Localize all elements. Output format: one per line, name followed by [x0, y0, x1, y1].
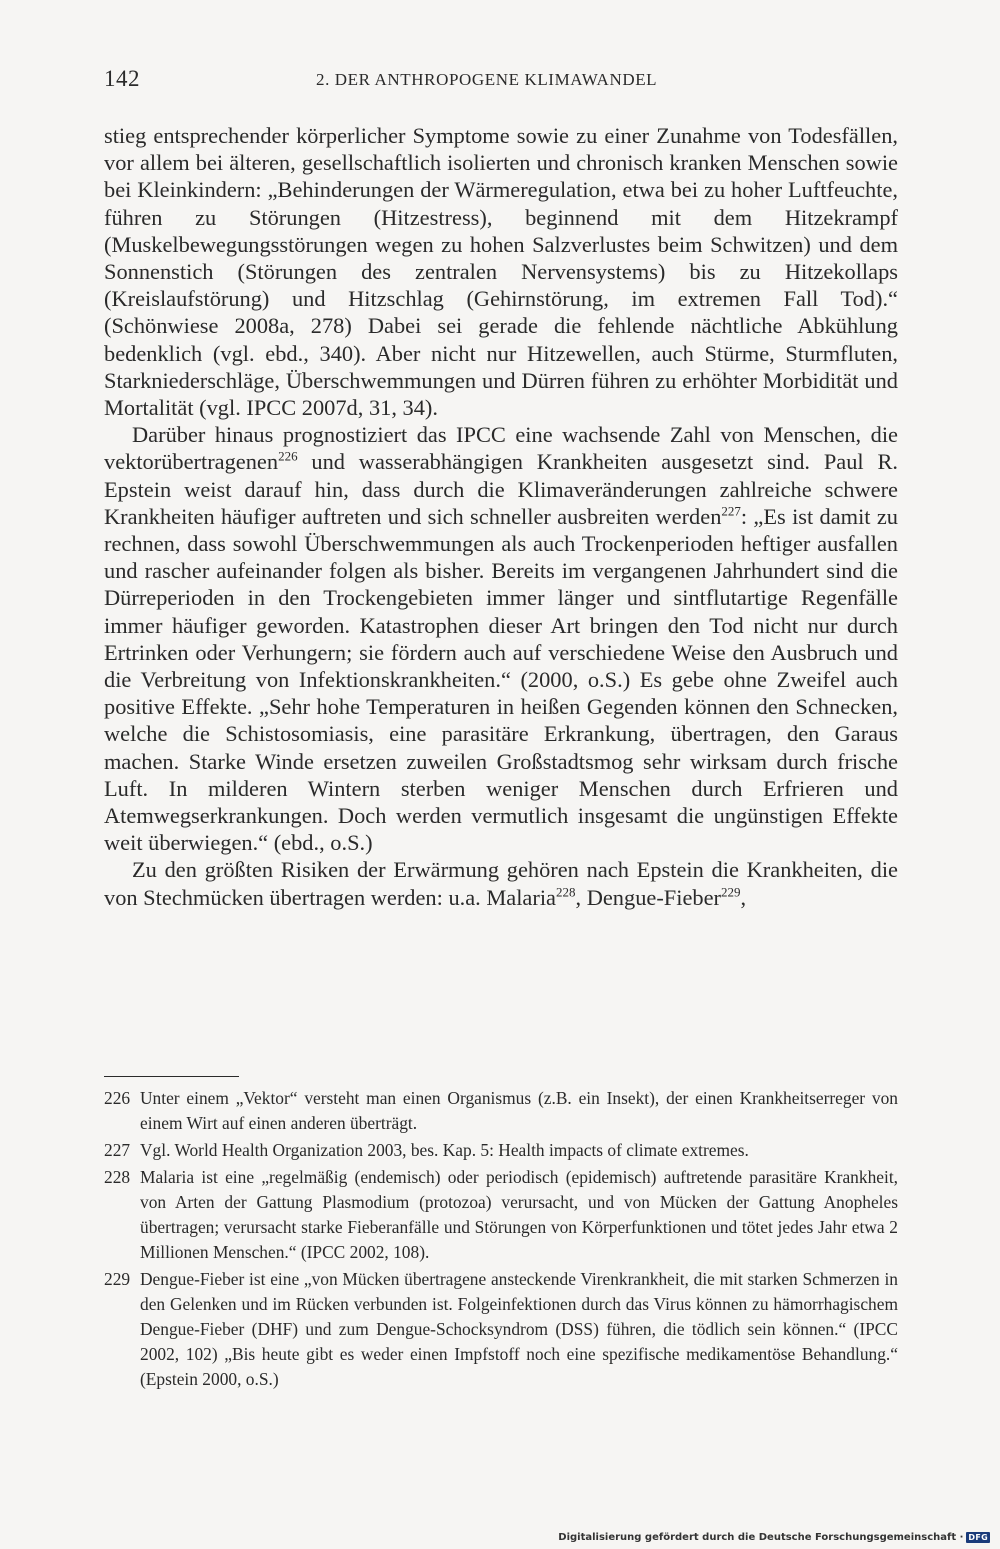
footnote-text: Dengue-Fieber ist eine „von Mücken übertragene ansteckende Virenkrankheit, die mit starken Schmerzen in den Gelenken und im Rücken verbunden ist. Folgeinfektionen durch das Virus können zu hämorrhagischem Dengue-Fieber (DHF) und zum Dengue-Schocksyndrom (DSS) führen, die tödlich sein können.“ (IPCC 2002, 102) „Bis heute gibt es weder einen Impfstoff noch eine spezifische medikamentöse Behandlung.“ (Epstein 2000, o.S.): [140, 1269, 898, 1389]
paragraph-2-part-c: : „Es ist damit zu rechnen, dass sowohl Überschwemmungen als auch Trockenperioden heftiger ausfallen und rascher aufeinander folgen als bisher. Bereits im vergangenen Jahrhundert sind die Dürreperioden in den Trockengebieten immer länger und sintflutartige Regenfälle immer häufiger geworden. Katastrophen dieser Art bringen den Tod nicht nur durch Ertrinken oder Verhungern; sie fördern auch auf verschiedene Weise den Ausbruch und die Verbreitung von Infektionskrankheiten.“ (2000, o.S.) Es gebe ohne Zweifel auch positive Effekte. „Sehr hohe Temperaturen in heißen Gegenden können den Schnecken, welche die Schistosomiasis, eine parasitäre Erkrankung, übertragen, den Garaus machen. Starke Winde ersetzen zuweilen Großstadtsmog sehr wirksam durch frische Luft. In milderen Wintern sterben weniger Menschen durch Erfrieren und Atemwegserkrankungen. Doch werden vermutlich insgesamt die ungünstigen Effekte weit überwiegen.“ (ebd., o.S.): [104, 503, 898, 856]
paragraph-2: [104, 421, 898, 856]
paragraph-3: [104, 856, 898, 910]
footnote-229: [104, 1267, 898, 1392]
footnote-text: Malaria ist eine „regelmäßig (endemisch) oder periodisch (epidemisch) auftretende parasitäre Krankheit, von Arten der Gattung Plasmodium (protozoa) verursacht, und von Mücken der Gattung Anopheles übertragen; verursacht starke Fieberanfälle und Störungen von Körperfunktionen und tötet jedes Jahr etwa 2 Millionen Menschen.“ (IPCC 2002, 108).: [140, 1167, 898, 1262]
paragraph-3-part-c: ,: [740, 884, 747, 910]
footnote-228: [104, 1165, 898, 1265]
digitization-credit-text: Digitalisierung gefördert durch die Deutsche Forschungsgemeinschaft ·: [558, 1532, 964, 1543]
footnote-ref-229[interactable]: 229: [721, 884, 741, 900]
footnote-text: Vgl. World Health Organization 2003, bes. Kap. 5: Health impacts of climate extremes.: [140, 1140, 749, 1160]
main-text: [104, 122, 898, 911]
digitization-credit: [558, 1532, 990, 1543]
footnote-number: 226: [104, 1088, 131, 1108]
footnote-number: 227: [104, 1140, 131, 1160]
footnote-227: [104, 1138, 898, 1163]
dfg-logo-icon: DFG: [968, 1533, 988, 1542]
footnotes: [104, 1086, 898, 1394]
paragraph-2-part-b: und wasserabhängigen Krankheiten ausgesetzt sind. Paul R. Epstein weist darauf hin, dass durch die Klimaveränderungen zahlreiche schwere Krankheiten häufiger auftreten und sich schneller ausbreiten werden: [104, 449, 898, 529]
footnote-text: Unter einem „Vektor“ versteht man einen Organismus (z.B. ein Insekt), der einen Krankheitserreger von einem Wirt auf einen anderen überträgt.: [140, 1088, 898, 1133]
footnote-divider: [104, 1076, 239, 1077]
chapter-title: 2. DER ANTHROPOGENE KLIMAWANDEL: [316, 70, 658, 89]
page-number: 142: [104, 66, 140, 91]
paragraph-3-part-a: Zu den größten Risiken der Erwärmung gehören nach Epstein die Krankheiten, die von Stechmücken übertragen werden: u.a. Malaria: [104, 857, 898, 910]
footnote-226: [104, 1086, 898, 1136]
paragraph-3-part-b: , Dengue-Fieber: [575, 884, 721, 910]
footnote-ref-227[interactable]: 227: [721, 503, 741, 519]
running-head: [104, 66, 898, 96]
footnote-number: 228: [104, 1167, 131, 1187]
paragraph-1: stieg entsprechender körperlicher Symptome sowie zu einer Zunahme von Todesfällen, vor allem bei älteren, gesellschaftlich isolierten und chronisch kranken Menschen sowie bei Kleinkindern: „Behinderungen der Wärmeregulation, etwa bei zu hoher Luftfeuchte, führen zu Störungen (Hitzestress), beginnend mit dem Hitzekrampf (Muskelbewegungsstörungen wegen zu hohen Salzverlustes beim Schwitzen) und dem Sonnenstich (Störungen des zentralen Nervensystems) bis zu Hitzekollaps (Kreislaufstörung) und Hitzschlag (Gehirnstörung, im extremen Fall Tod).“ (Schönwiese 2008a, 278) Dabei sei gerade die fehlende nächtliche Abkühlung bedenklich (vgl. ebd., 340). Aber nicht nur Hitzewellen, auch Stürme, Sturmfluten, Starkniederschläge, Überschwemmungen und Dürren führen zu erhöhter Morbidität und Mortalität (vgl. IPCC 2007d, 31, 34).: [104, 123, 898, 421]
footnote-ref-226[interactable]: 226: [278, 448, 298, 464]
footnote-ref-228[interactable]: 228: [556, 884, 576, 900]
footnote-number: 229: [104, 1269, 131, 1289]
paragraph-2-part-a: Darüber hinaus prognostiziert das IPCC eine wachsende Zahl von Menschen, die vektorübertragenen: [104, 422, 898, 475]
